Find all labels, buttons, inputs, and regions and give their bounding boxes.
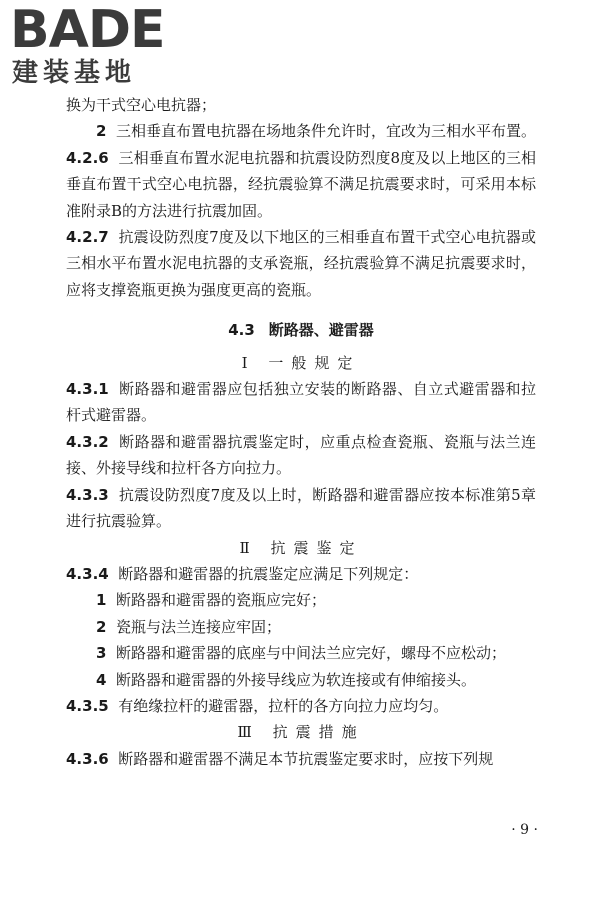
clause-number: 4.3.4	[66, 564, 109, 583]
clause-4-3-3	[66, 482, 536, 535]
logo-subtitle: 建装基地	[12, 58, 137, 88]
clause-4-3-6	[66, 746, 536, 772]
clause-text: 三相垂直布置水泥电抗器和抗震设防烈度8度及以上地区的三相垂直布置干式空心电抗器，经抗震验算不满足抗震要求时，可采用本标准附录B的方法进行抗震加固。	[66, 148, 536, 220]
list-item	[66, 640, 536, 666]
item-text: 断路器和避雷器的外接导线应为软连接或有伸缩接头。	[115, 670, 476, 689]
item-text: 断路器和避雷器的瓷瓶应完好；	[115, 591, 326, 610]
paragraph-text: 换为干式空心电抗器；	[66, 96, 217, 114]
item-number: 1	[96, 591, 107, 610]
subsection-heading-general: Ⅰ 一般规定	[241, 353, 361, 372]
subsection-heading-measures: Ⅲ 抗震措施	[237, 723, 365, 742]
item-number: 2	[96, 122, 107, 141]
clause-text: 断路器和避雷器不满足本节抗震鉴定要求时，应按下列规	[118, 749, 494, 768]
clause-4-3-4	[66, 561, 536, 587]
document-body	[66, 92, 536, 772]
clause-number: 4.2.6	[66, 148, 109, 167]
page-number: · 9 ·	[511, 822, 538, 838]
list-item	[66, 667, 536, 693]
list-item	[66, 118, 536, 144]
clause-text: 抗震设防烈度7度及以下地区的三相垂直布置干式空心电抗器或三相水平布置水泥电抗器的支承瓷瓶，经抗震验算不满足抗震要求时，应将支撑瓷瓶更换为强度更高的瓷瓶。	[66, 228, 536, 299]
clause-number: 4.3.2	[66, 432, 109, 451]
clause-number: 4.3.5	[66, 696, 109, 715]
section-title: 断路器、避雷器	[268, 321, 374, 340]
bade-logo	[10, 2, 180, 90]
clause-text: 抗震设防烈度7度及以上时，断路器和避雷器应按本标准第5章进行抗震验算。	[66, 485, 536, 531]
list-item	[66, 587, 536, 613]
item-number: 2	[96, 617, 107, 636]
clause-text: 有绝缘拉杆的避雷器，拉杆的各方向拉力应均匀。	[118, 696, 449, 715]
clause-number: 4.3.6	[66, 749, 109, 768]
clause-4-2-7	[66, 224, 536, 303]
clause-text: 断路器和避雷器抗震鉴定时，应重点检查瓷瓶、瓷瓶与法兰连接、外接导线和拉杆各方向拉力。	[66, 432, 536, 478]
subsection-heading-appraisal: Ⅱ 抗震鉴定	[239, 538, 363, 557]
clause-text: 断路器和避雷器应包括独立安装的断路器、自立式避雷器和拉杆式避雷器。	[66, 380, 536, 425]
clause-4-2-6	[66, 145, 536, 224]
list-item	[66, 614, 536, 640]
section-heading	[66, 317, 536, 343]
section-number: 4.3	[228, 321, 255, 340]
item-text: 瓷瓶与法兰连接应牢固；	[115, 617, 281, 636]
item-number: 3	[96, 644, 107, 663]
clause-4-3-5	[66, 693, 536, 719]
clause-4-3-2	[66, 429, 536, 482]
clause-number: 4.3.3	[66, 485, 109, 504]
clause-number: 4.3.1	[66, 380, 109, 399]
item-text: 断路器和避雷器的底座与中间法兰应完好，螺母不应松动；	[115, 644, 506, 663]
clause-number: 4.2.7	[66, 228, 109, 247]
logo-wordmark: BADE	[10, 0, 165, 60]
item-text: 三相垂直布置电抗器在场地条件允许时，宜改为三相水平布置。	[115, 122, 536, 141]
paragraph-continuation	[66, 92, 536, 118]
item-number: 4	[96, 670, 107, 689]
clause-text: 断路器和避雷器的抗震鉴定应满足下列规定：	[118, 564, 419, 583]
clause-4-3-1	[66, 376, 536, 429]
